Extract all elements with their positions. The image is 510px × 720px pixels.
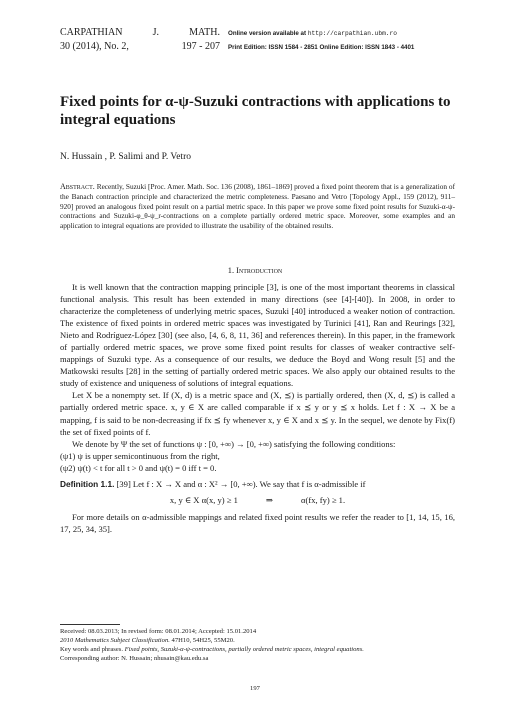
received-dates: Received: 08.03.2013; In revised form: 08.01.2014; Accepted: 15.01.2014 [60,628,257,635]
msc-label: 2010 Mathematics Subject Classification. [60,637,170,644]
footnote-rule [60,624,120,625]
paper-title: Fixed points for α-ψ-Suzuki contractions with applications to integral equations [60,94,451,128]
definitions-paragraph: Let X be a nonempty set. If (X, d) is a metric space and (X, ⪯) is partially ordered, then (X, d, ⪯) is called a partially ordered metric space. x, y ∈ X are called comparable if x ⪯ y or y ⪯ x holds. Let f : X → X be a mapping, f is said to be non-decreasing if fx ⪯ fy whenever x, y ∈ X and x ⪯ y. In the sequel, we denote by Fix(f) the set of fixed points of f. [60,390,455,437]
definition-text: [39] Let f : X → X and α : X² → [0, +∞). We say that f is α-admissible if [116,478,366,489]
closing-paragraph: For more details on α-admissible mappings and related fixed point results we refer the reader to [1, 14, 15, 16, 17, 25, 34, 35]. [60,511,455,534]
intro-paragraph: It is well known that the contraction mapping principle [3], is one of the most important theorems in classical functional analysis. This result has been extended in many directions (see [4]-[40]). In 2008, in order to characterize the completeness of underlying metric spaces, Suzuki [40] introduced a weaker notion of contraction. The existence of fixed points in ordered metric spaces was investigated by Turinici [41], Ran and Reurings [32], Nieto and Rodríguez-López [30] (see also, [4, 6, 8, 11, 36] and references therein). In this paper, in the framework of partially ordered metric spaces, we prove some fixed point results for classes of weaker contractive self-mappings of Suzuki type. As a consequence of our results, we deduce the Boyd and Wong result [5] and the Matkowski results [28] in the setting of partially ordered metric spaces. We also apply our obtained results to the study of existence and uniqueness of solutions of integral equations. [60,282,455,389]
online-url[interactable]: http://carpathian.ubm.ro [307,30,397,37]
equation-rhs: α(fx, fy) ≥ 1. [301,494,346,505]
journal-subject: MATH. [189,27,220,38]
section-heading: 1. Introduction [227,266,283,275]
psi-paragraph: We denote by Ψ the set of functions ψ : [0, +∞) → [0, +∞) satisfying the following conditions: [72,438,396,449]
abstract-label: Abstract. [60,182,95,191]
author-list: N. Hussain , P. Salimi and P. Vetro [60,152,191,162]
definition-label: Definition 1.1. [60,478,115,489]
journal-citation [60,26,220,54]
footnotes [60,627,460,663]
keywords-label: Key words and phrases. [60,646,123,653]
volume-issue: 30 (2014), No. 2, [60,41,129,52]
page-number: 197 [250,685,260,692]
abstract-text: Recently, Suzuki [Proc. Amer. Math. Soc. 136 (2008), 1861–1869] proved a fixed point theorem that is a generalization of the Banach contraction principle and characterized the metric completeness. Paesano and Vetro [Topology Appl., 159 (2012), 911–920] proved an analogous fixed point result on a partial metric space. In this paper we prove some fixed point results for Suzuki-α-ψ-contractions and Suzuki-φ_θ-ψ_r-contractions on a complete partially ordered metric space. Moreover, some examples and an application to integral equations are provided to illustrate the usability of the obtained results. [60,182,455,231]
condition-psi1: (ψ1) ψ is upper semicontinuous from the right, [60,450,220,461]
msc-line [60,636,460,645]
body-text [60,281,455,535]
equation-lhs: x, y ∈ X α(x, y) ≥ 1 [169,494,238,505]
definition-1-1 [60,478,455,490]
online-label: Online version available at [228,30,307,37]
corresponding-author: Corresponding author: N. Hussain; nhusain@kau.edu.sa [60,655,209,662]
journal-abbrev: J. [152,27,159,38]
keywords: Fixed points, Suzuki-α-ψ-contractions, partially ordered metric spaces, integral equations. [124,646,364,653]
abstract [60,182,455,231]
journal-name: CARPATHIAN [60,27,123,38]
journal-header [60,26,470,62]
print-edition: Print Edition: ISSN 1584 - 2851 Online Edition: ISSN 1843 - 4401 [228,44,415,51]
equation-implies: ⇒ [265,494,274,505]
page-range: 197 - 207 [181,41,220,52]
condition-psi2: (ψ2) ψ(t) < t for all t > 0 and ψ(t) = 0 iff t = 0. [60,462,217,473]
msc-codes: 47H10, 54H25, 55M20. [171,637,235,644]
edition-info [228,27,414,55]
display-equation [60,494,455,506]
keywords-line [60,645,460,654]
